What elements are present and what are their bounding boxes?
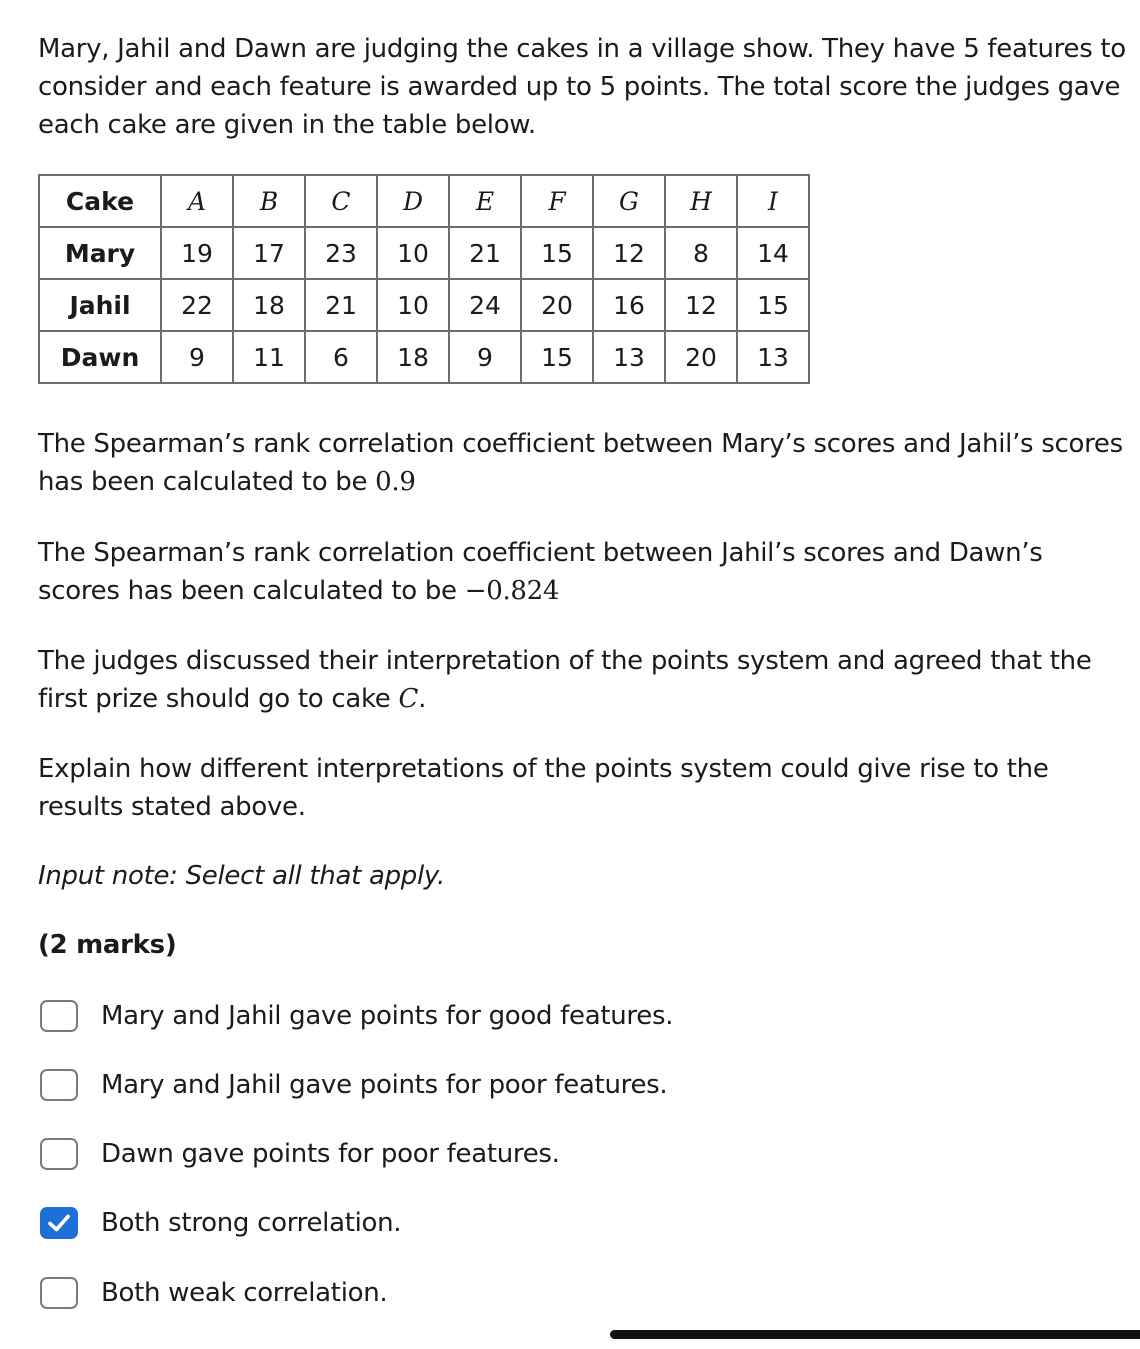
table-cell: 15 [737,279,809,331]
checkbox[interactable] [40,1000,78,1032]
answer-option[interactable] [40,1132,560,1176]
column-header: G [593,175,665,227]
checkbox[interactable] [40,1138,78,1170]
checkbox-checked[interactable] [40,1207,78,1239]
table-cell: 11 [233,331,305,383]
table-cell: 8 [665,227,737,279]
table-row [39,227,809,279]
table-cell: 17 [233,227,305,279]
column-header: A [161,175,233,227]
table-header-row [39,175,809,227]
column-header: F [521,175,593,227]
row-header-jahil: Jahil [39,279,161,331]
table-cell: 21 [305,279,377,331]
column-header: D [377,175,449,227]
table-cell: 12 [665,279,737,331]
table-cell: 15 [521,331,593,383]
option-label: Mary and Jahil gave points for good features. [101,1001,674,1031]
home-indicator-bar [610,1330,1140,1339]
table-cell: 14 [737,227,809,279]
table-cell: 21 [449,227,521,279]
correlation-text: The Spearman’s rank correlation coefficient between Jahil’s scores and Dawn’s scores has been calculated to be [38,538,1043,606]
agreement-text: The judges discussed their interpretation of the points system and agreed that the first prize should go to cake [38,646,1092,714]
input-note: Input note: Select all that apply. [38,861,445,891]
table-cell: 6 [305,331,377,383]
marks-label: (2 marks) [38,930,177,960]
table-cell: 19 [161,227,233,279]
checkmark-icon [47,1213,71,1233]
answer-option-selected[interactable] [40,1201,401,1245]
option-label: Mary and Jahil gave points for poor features. [101,1070,668,1100]
table-cell: 16 [593,279,665,331]
option-label: Dawn gave points for poor features. [101,1139,560,1169]
question-prompt: Explain how different interpretations of the points system could give rise to the results stated above. [38,754,1049,822]
answer-option[interactable] [40,994,673,1038]
question-intro: Mary, Jahil and Dawn are judging the cakes in a village show. They have 5 features to consider and each feature is awarded up to 5 points. The total score the judges gave each cake are given in the table below. [38,34,1126,140]
column-header: H [665,175,737,227]
column-header: C [305,175,377,227]
table-cell: 20 [665,331,737,383]
option-label: Both strong correlation. [101,1208,402,1238]
table-cell: 22 [161,279,233,331]
table-row [39,279,809,331]
table-cell: 20 [521,279,593,331]
winning-cake: C [398,684,419,714]
option-label: Both weak correlation. [101,1278,388,1308]
table-cell: 24 [449,279,521,331]
judges-agreement [38,642,1128,718]
table-cell: 12 [593,227,665,279]
answer-option[interactable] [40,1271,387,1315]
checkbox[interactable] [40,1277,78,1309]
row-header-dawn: Dawn [39,331,161,383]
table-cell: 23 [305,227,377,279]
table-cell: 18 [233,279,305,331]
table-row [39,331,809,383]
table-cell: 10 [377,279,449,331]
checkbox[interactable] [40,1069,78,1101]
table-cell: 18 [377,331,449,383]
correlation-mary-jahil [38,425,1128,501]
table-corner-header: Cake [39,175,161,227]
column-header: E [449,175,521,227]
row-header-mary: Mary [39,227,161,279]
correlation-text: The Spearman’s rank correlation coefficient between Mary’s scores and Jahil’s scores has been calculated to be [38,429,1123,497]
table-cell: 10 [377,227,449,279]
table-cell: 13 [737,331,809,383]
answer-option[interactable] [40,1063,667,1107]
agreement-end: . [418,684,427,714]
table-cell: 9 [449,331,521,383]
table-cell: 9 [161,331,233,383]
correlation-jahil-dawn [38,534,1128,610]
column-header: B [233,175,305,227]
correlation-value: −0.824 [464,576,560,606]
correlation-value: 0.9 [375,467,416,497]
column-header: I [737,175,809,227]
table-cell: 13 [593,331,665,383]
table-cell: 15 [521,227,593,279]
scores-table [38,174,810,384]
